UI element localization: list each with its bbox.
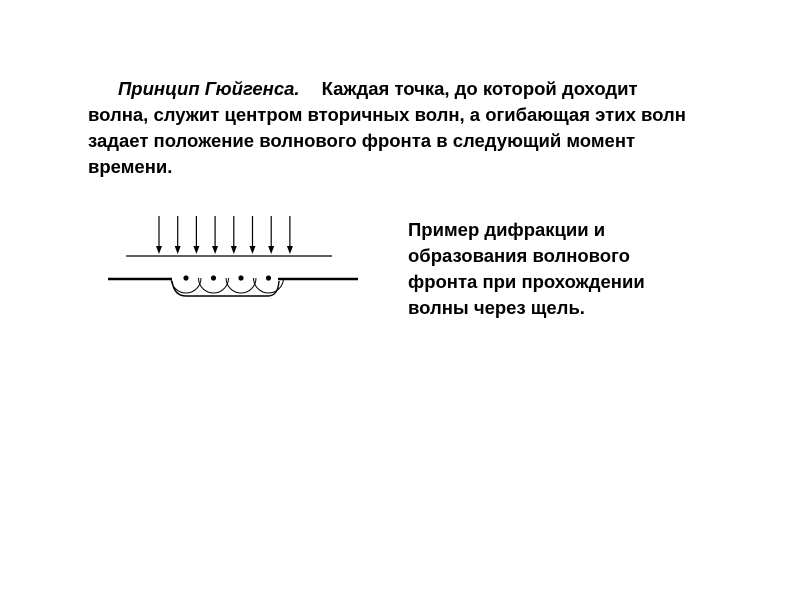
incident-arrow [193, 216, 199, 254]
incident-arrow [250, 216, 256, 254]
principle-text: Каждая точка, до которой доходит волна, служит центром вторичных волн, а огибающая этих волн задает положение волнового фронта в следующий момент времени. [88, 78, 686, 177]
new-wavefront-envelope [172, 281, 279, 296]
incident-arrow [268, 216, 274, 254]
incident-arrow [231, 216, 237, 254]
diffraction-caption: Пример дифракции и образования волнового фронта при прохождении волны через щель. [408, 219, 645, 318]
huygens-principle-paragraph [88, 76, 698, 180]
secondary-source-dot [266, 275, 271, 280]
incident-arrow [287, 216, 293, 254]
secondary-source-dot [238, 275, 243, 280]
secondary-wavelets [171, 278, 284, 293]
secondary-source-dot [183, 275, 188, 280]
secondary-sources [183, 275, 271, 280]
incident-arrow [212, 216, 218, 254]
incident-wave-arrows [156, 216, 293, 254]
principle-term: Принцип Гюйгенса. [118, 78, 300, 99]
secondary-source-dot [211, 275, 216, 280]
diffraction-diagram [100, 208, 370, 308]
incident-arrow [175, 216, 181, 254]
incident-arrow [156, 216, 162, 254]
